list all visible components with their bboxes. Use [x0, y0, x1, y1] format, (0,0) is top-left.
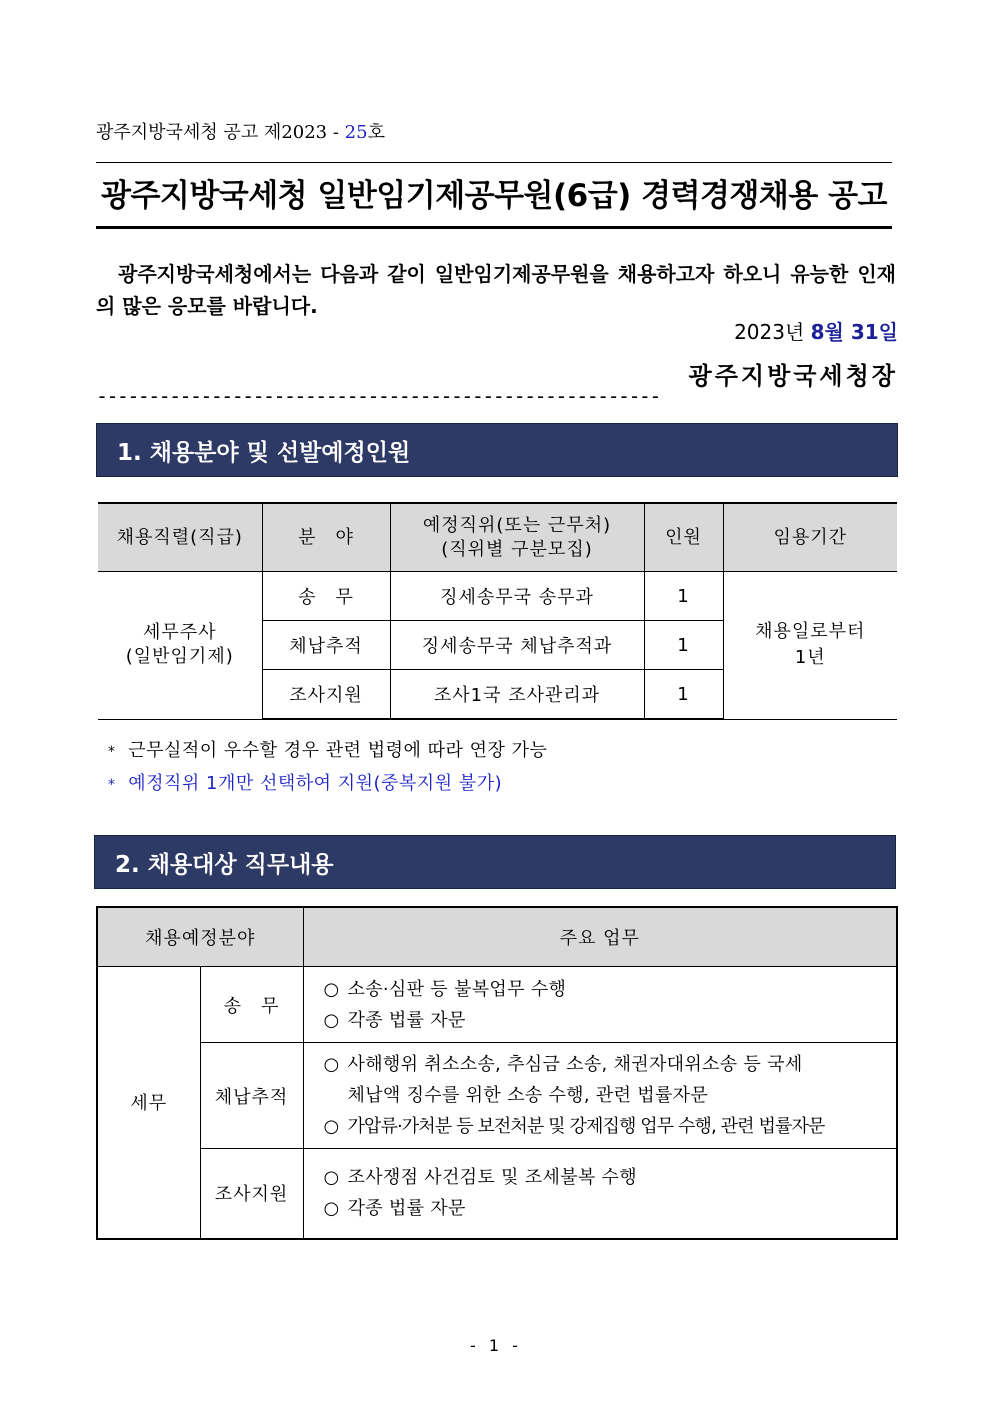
duty-item: ○ 사해행위 취소소송, 추심금 소송, 채권자대위소송 등 국세 — [324, 1049, 887, 1080]
header-duties: 주요 업무 — [303, 907, 897, 967]
recruitment-table — [98, 502, 897, 720]
table-row — [98, 572, 897, 621]
header-count: 인원 — [644, 503, 723, 572]
note-extension: * 근무실적이 우수할 경우 관련 법령에 따라 연장 가능 — [108, 735, 547, 768]
table-header-row — [97, 907, 897, 967]
duties-cell — [303, 1149, 897, 1239]
field-cell: 송 무 — [262, 572, 390, 621]
duty-item: ○ 각종 법률 자문 — [324, 1193, 887, 1224]
field-cell: 조사지원 — [200, 1149, 303, 1239]
position-cell: 조사1국 조사관리과 — [390, 670, 644, 720]
duty-item: ○ 조사쟁점 사건검토 및 조세불복 수행 — [324, 1162, 887, 1193]
circle-bullet-icon: ○ — [323, 1167, 340, 1189]
notice-number: 광주지방국세청 공고 제2023 - 25호 — [96, 122, 385, 143]
field-cell: 체납추적 — [262, 621, 390, 670]
header-period: 임용기간 — [723, 503, 897, 572]
asterisk-icon: * — [108, 777, 116, 793]
asterisk-icon: * — [108, 744, 116, 760]
table-row — [97, 1043, 897, 1149]
top-rule — [96, 162, 892, 163]
count-cell: 1 — [644, 670, 723, 720]
duty-item: ○ 소송·심판 등 불복업무 수행 — [324, 974, 887, 1005]
section-1-notes — [108, 735, 547, 801]
header-field: 분 야 — [262, 503, 390, 572]
title-rule — [96, 226, 892, 229]
duty-item: ○ 가압류·가처분 등 보전처분 및 강제집행 업무 수행, 관련 법률자문 — [324, 1111, 887, 1142]
header-field: 채용예정분야 — [97, 907, 303, 967]
duty-item: ○ 각종 법률 자문 — [324, 1005, 887, 1036]
section-2-header: 2. 채용대상 직무내용 — [94, 835, 896, 889]
category-cell: 세무 — [97, 967, 200, 1239]
circle-bullet-icon: ○ — [323, 1116, 339, 1137]
count-cell: 1 — [644, 572, 723, 621]
field-cell: 송 무 — [200, 967, 303, 1043]
issuer-name: 광주지방국세청장 — [688, 362, 898, 390]
table-row — [97, 967, 897, 1043]
period-cell: 채용일로부터 1년 — [723, 572, 897, 720]
position-cell: 징세송무국 체납추적과 — [390, 621, 644, 670]
duty-item-continued: 체납액 징수를 위한 소송 수행, 관련 법률자문 — [347, 1085, 709, 1106]
section-1-header: 1. 채용분야 및 선발예정인원 — [96, 423, 898, 477]
page-number: - 1 - — [470, 1336, 522, 1355]
table-header-row — [98, 503, 897, 572]
field-cell: 조사지원 — [262, 670, 390, 720]
document-title: 광주지방국세청 일반임기제공무원(6급) 경력경쟁채용 공고 — [101, 178, 887, 214]
header-position: 예정직위(또는 근무처) (직위별 구분모집) — [390, 503, 644, 572]
duties-cell — [303, 1043, 897, 1149]
duties-cell — [303, 967, 897, 1043]
circle-bullet-icon: ○ — [323, 1198, 340, 1220]
circle-bullet-icon: ○ — [323, 978, 340, 1000]
circle-bullet-icon: ○ — [323, 1009, 340, 1031]
dashed-separator: ------------------------------------------------------ — [96, 384, 660, 408]
intro-paragraph: 광주지방국세청에서는 다음과 같이 일반임기제공무원을 채용하고자 하오니 유능한 인재의 많은 응모를 바랍니다. — [96, 262, 896, 318]
notice-date: 2023년 8월 31일 — [734, 320, 898, 344]
position-cell: 징세송무국 송무과 — [390, 572, 644, 621]
count-cell: 1 — [644, 621, 723, 670]
note-single-application: * 예정직위 1개만 선택하여 지원(중복지원 불가) — [108, 768, 547, 801]
table-row — [97, 1149, 897, 1239]
circle-bullet-icon: ○ — [323, 1054, 340, 1075]
series-cell: 세무주사 (일반임기제) — [98, 572, 262, 720]
field-cell: 체납추적 — [200, 1043, 303, 1149]
header-series: 채용직렬(직급) — [98, 503, 262, 572]
duties-table — [96, 906, 898, 1240]
